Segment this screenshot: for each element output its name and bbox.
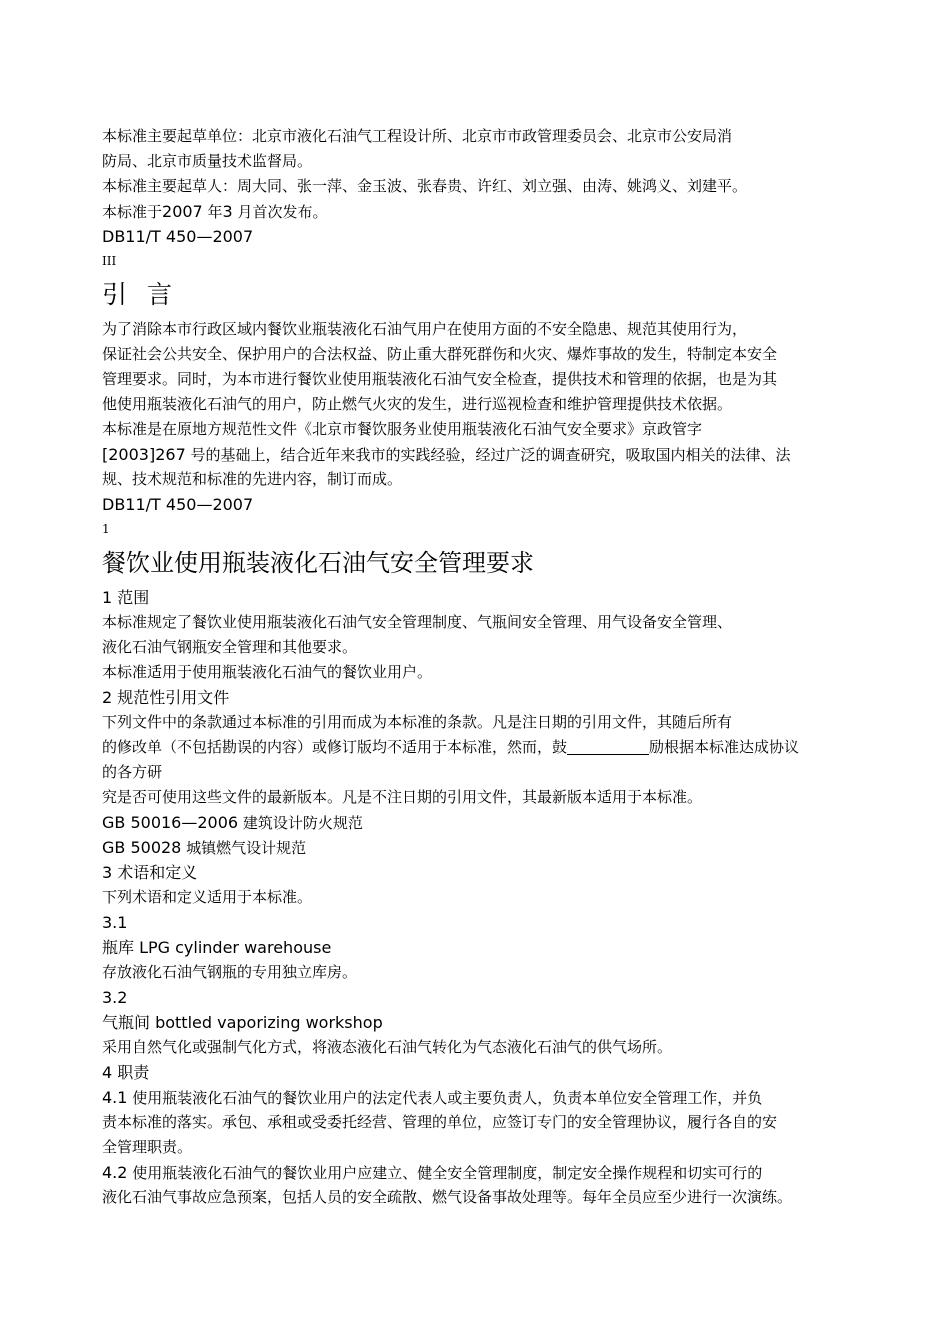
reference-1-code: GB 50016—2006	[102, 813, 239, 832]
clause-4-2-line-2: 液化石油气事故应急预案，包括人员的安全疏散、燃气设备事故处理等。每年全员应至少进行一次演练。	[102, 1188, 793, 1206]
intro-heading: 引 言	[102, 280, 178, 309]
clause-4-2-number: 4.2	[102, 1163, 128, 1182]
release-suffix: 月首次发布。	[232, 203, 328, 221]
clause-4-1-line-3: 全管理职责。	[102, 1138, 193, 1156]
term-3-1-number: 3.1	[102, 913, 128, 932]
intro-para1-line-2: 保证社会公共安全、保护用户的合法权益、防止重大群死群伤和火灾、爆炸事故的发生，特制定本安全	[102, 345, 778, 363]
section-3-heading: 3 术语和定义	[102, 863, 198, 882]
section-2-heading: 2 规范性引用文件	[102, 688, 230, 707]
section-2-line-4: 究是否可使用这些文件的最新版本。凡是不注日期的引用文件，其最新版本适用于本标准。	[102, 788, 703, 806]
term-3-2-number: 3.2	[102, 988, 128, 1007]
reference-1-name: 建筑设计防火规范	[238, 814, 363, 832]
reference-2-name: 城镇燃气设计规范	[181, 839, 307, 857]
reference-2-code: GB 50028	[102, 838, 182, 857]
term-3-2-definition: 采用自然气化或强制气化方式，将液态液化石油气转化为气态液化石油气的供气场所。	[102, 1038, 673, 1056]
section-2-line-1: 下列文件中的条款通过本标准的引用而成为本标准的条款。凡是注日期的引用文件，其随后所有	[102, 713, 733, 731]
release-line	[102, 199, 862, 224]
section-4-heading: 4 职责	[102, 1063, 150, 1082]
intro-para1-line-1: 为了消除本市行政区域内餐饮业瓶装液化石油气用户在使用方面的不安全隐患、规范其使用行为，	[102, 320, 748, 338]
document-body	[102, 124, 862, 1210]
page-number: 1	[102, 522, 110, 536]
section-2-line-2b: 励根据本标准达成协议	[649, 738, 800, 756]
release-mid: 年	[202, 203, 223, 221]
document-title: 餐饮业使用瓶装液化石油气安全管理要求	[102, 549, 534, 577]
term-3-1-definition: 存放液化石油气钢瓶的专用独立库房。	[102, 963, 358, 981]
section-2-line-2a: 的修改单（不包括勘误的内容）或修订版均不适用于本标准，然而，鼓	[102, 738, 568, 756]
release-year: 2007	[162, 202, 203, 221]
clause-4-1-line-2: 责本标准的落实。承包、承租或受委托经营、管理的单位，应签订专门的安全管理协议，履行各自的安	[102, 1113, 778, 1131]
clause-4-1-line-1	[102, 1085, 862, 1110]
reference-2	[102, 835, 862, 860]
doc-number: [2003]267	[102, 445, 186, 464]
section-3-line-1: 下列术语和定义适用于本标准。	[102, 888, 313, 906]
clause-4-2-line-1	[102, 1160, 862, 1185]
intro-para1-line-4: 他使用瓶装液化石油气的用户，防止燃气火灾的发生，进行巡视检查和维护管理提供技术依据。	[102, 395, 733, 413]
section-2-line-2	[102, 735, 862, 760]
section-2-line-3: 的各方研	[102, 763, 163, 781]
intro-para1-line-3: 管理要求。同时，为本市进行餐饮业使用瓶装液化石油气安全检查，提供技术和管理的依据，也是为其	[102, 370, 778, 388]
intro-para2-line-1: 本标准是在原地方规范性文件《北京市餐饮服务业使用瓶装液化石油气安全要求》京政管字	[102, 420, 703, 438]
drafting-units-line-1: 本标准主要起草单位：北京市液化石油气工程设计所、北京市市政管理委员会、北京市公安局消	[102, 127, 733, 145]
release-prefix: 本标准于	[102, 203, 163, 221]
fill-blank	[567, 738, 649, 755]
section-1-heading: 1 范围	[102, 588, 150, 607]
clause-4-2-text: 使用瓶装液化石油气的餐饮业用户应建立、健全安全管理制度，制定安全操作规程和切实可行的	[127, 1164, 763, 1182]
term-3-2-name: 气瓶间 bottled vaporizing workshop	[102, 1013, 383, 1032]
clause-4-1-number: 4.1	[102, 1088, 128, 1107]
standard-code-header-2: DB11/T 450—2007	[102, 495, 254, 514]
page-number-roman: III	[102, 254, 117, 268]
intro-para2-line-3: 规、技术规范和标准的先进内容，制订而成。	[102, 470, 403, 488]
section-1-line-3: 本标准适用于使用瓶装液化石油气的餐饮业用户。	[102, 663, 433, 681]
drafters-line: 本标准主要起草人：周大同、张一萍、金玉波、张春贵、许红、刘立强、由涛、姚鸿义、刘建平。	[102, 177, 748, 195]
standard-code-header: DB11/T 450—2007	[102, 227, 254, 246]
release-month: 3	[222, 202, 233, 221]
reference-1	[102, 810, 862, 835]
section-1-line-2: 液化石油气钢瓶安全管理和其他要求。	[102, 638, 358, 656]
clause-4-1-text: 使用瓶装液化石油气的餐饮业用户的法定代表人或主要负责人，负责本单位安全管理工作，并负	[127, 1089, 763, 1107]
intro-para2-line-2-text: 号的基础上，结合近年来我市的实践经验，经过广泛的调查研究，吸取国内相关的法律、法	[185, 446, 791, 464]
drafting-units-line-2: 防局、北京市质量技术监督局。	[102, 152, 313, 170]
term-3-1-name: 瓶库 LPG cylinder warehouse	[102, 938, 332, 957]
section-1-line-1: 本标准规定了餐饮业使用瓶装液化石油气安全管理制度、气瓶间安全管理、用气设备安全管理、	[102, 613, 733, 631]
intro-para2-line-2	[102, 442, 862, 467]
